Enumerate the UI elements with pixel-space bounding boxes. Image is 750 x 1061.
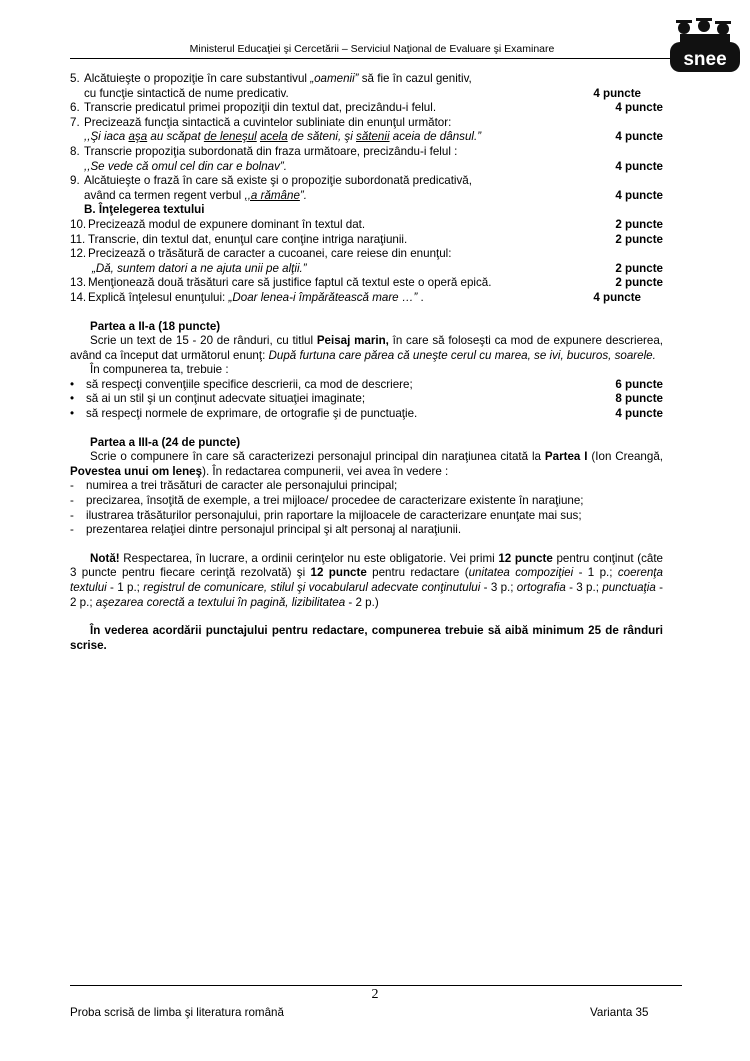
item-11: 11. Transcrie, din textul dat, enunţul care conţine intriga naraţiunii. 2 puncte (70, 232, 663, 246)
points: 4 puncte (615, 130, 663, 144)
dash-item: - precizarea, însoţită de exemple, a trei mijloace/ procedee de caracterizare existente în naraţiune; (70, 494, 584, 508)
dash-item: - ilustrarea trăsăturilor personajului, prin raportare la mijloacele de caracterizare enunţate mai sus; (70, 508, 582, 522)
svg-text:snee: snee (683, 49, 727, 70)
item-7: 7. Precizează funcţia sintactică a cuvintelor subliniate din enunţul următor: (70, 115, 452, 129)
dash-item: - prezentarea relaţiei dintre personajul principal şi alt personaj al naraţiunii. (70, 523, 462, 537)
item-14: 14. Explică înţelesul enunţului: „Doar lenea-i împărătească mare …” . 4 puncte (70, 290, 641, 304)
points: 4 puncte (615, 159, 663, 173)
page-number: 2 (371, 987, 379, 1002)
note-paragraph: Notă! Respectarea, în lucrare, a ordinii cerinţelor nu este obligatorie. Vei primi 12 puncte pentru conţinut (câte 3 puncte pentru fiecare cerinţă rezolvată) şi 12 puncte pentru redactare (unitatea compoziţiei - 1 p.; coerenţa textului - 1 p.; registrul de comunicare, stilul şi vocabularul adecvate conţinutului - 3 p.; ortografia - 3 p.; punctuaţia - 2 p.; aşezarea corectă a textului în pagină, lizibilitatea - 2 p.) (70, 551, 663, 609)
bullet-item: • să respecţi normele de exprimare, de ortografie şi de punctuaţie. 4 puncte (70, 407, 663, 421)
points: 2 puncte (615, 217, 663, 231)
item-10: 10. Precizează modul de expunere dominant în textul dat. 2 puncte (70, 217, 663, 231)
section-b-title: B. Înţelegerea textului (84, 203, 205, 217)
bullet-item: • să ai un stil şi un conţinut adecvate situaţiei imaginate; 8 puncte (70, 392, 663, 406)
part-2-title: Partea a II-a (18 puncte) (90, 319, 221, 333)
part-2-text: Scrie un text de 15 - 20 de rânduri, cu titlul Peisaj marin, în care să foloseşti ca mod de expunere descrierea, având ca început dat următorul enunţ: După furtuna care părea că uneşte cerul cu marea, se ivi, bucuros, soarele. (70, 334, 663, 362)
exam-content: 5. Alcătuieşte o propoziţie în care substantivul „oamenii” să fie în cazul genitiv, cu funcţie sintactică de nume predicativ. 4 puncte 6. Transcrie predicatul primei propoziţii din textul dat, precizându-i felul. 4 puncte 7. Precizează funcţia sintactică a cuvintelor subliniate din enunţul următor: ,,Şi iaca aşa au scăpat de leneşul acela de săteni, şi sătenii aceia de dânsul.” 4 puncte 8. Transcrie propoziţia subordonată din fraza următoare, precizându-i felul : ,,Se vede că omul cel din car e bolnav”. 4 puncte 9. Alcătuieşte o frază în care să existe şi o propoziţie subordonată predicativă, având ca termen regent verbul ,,a rămâne”. 4 puncte B. Înţelegerea textului 10. Precizează modul de expunere dominant în textul dat. 2 puncte 11. Transcrie, din textul dat, enunţul care conţine intriga naraţiunii. 2 puncte 12. Precizează o trăsătură de caracter a cucoanei, care reiese din enunţul: „Dă, suntem datori a ne ajuta unii pe alţii.” 2 puncte 13. Menţionează două trăsături care să justifice faptul că textul este o operă epică. 2 puncte 14. Explică înţelesul enunţului: „Doar lenea-i împărătească mare …” . 4 puncte Partea a II-a (18 puncte) Scrie un text de 15 - 20 de rânduri, cu titlul Peisaj marin, în care să foloseşti ca mod de expunere descrierea, având ca început dat următorul enunţ: După furtuna care părea că uneşte cerul cu marea, se ivi, bucuros, soarele. În compunerea ta, trebuie : • să respecţi convenţiile specifice descrierii, ca mod de descriere; 6 puncte • să ai un stil şi un conţinut adecvate situaţiei imaginate; 8 puncte • să respecţi normele de exprimare, de ortografie şi de punctuaţie. 4 puncte Partea a III-a (24 de puncte) Scrie o compunere în care să caracterizezi personajul principal din naraţiunea citată la Partea I (Ion Creangă, Povestea unui om leneş). În redactarea compunerii, vei avea în vedere : - numirea a trei trăsături de caracter ale personajului principal; - precizarea, însoţită de exemple, a trei mijloace/ procedee de caracterizare existente în naraţiune; - ilustrarea trăsăturilor personajului, prin raportare la mijloacele de caracterizare enunţate mai sus; - prezentarea relaţiei dintre personajul principal şi alt personaj al naraţiunii. Notă! Respectarea, în lucrare, a ordinii cerinţelor nu este obligatorie. Vei primi 12 puncte pentru conţinut (câte 3 puncte pentru fiecare cerinţă rezolvată) şi 12 puncte pentru redactare (unitatea compoziţiei - 1 p.; coerenţa textului - 1 p.; registrul de comunicare, stilul şi vocabularul adecvate conţinutului - 3 p.; ortografia - 3 p.; punctuaţia - 2 p.; aşezarea corectă a textului în pagină, lizibilitatea - 2 p.) În vederea acordării punctajului pentru redactare, compunerea trebuie să aibă minimum 25 de rânduri scrise. (70, 72, 663, 652)
item-6: 6. Transcrie predicatul primei propoziţii din textul dat, precizându-i felul. 4 puncte (70, 101, 663, 115)
item-13: 13. Menţionează două trăsături care să justifice faptul că textul este o operă epică. 2 puncte (70, 276, 663, 290)
item-12: 12. Precizează o trăsătură de caracter a cucoanei, care reiese din enunţul: (70, 247, 452, 261)
header-title: Ministerul Educaţiei şi Cercetării – Serviciul Naţional de Evaluare şi Examinare (189, 43, 555, 55)
part-3-text: Scrie o compunere în care să caracterizezi personajul principal din naraţiunea citată la Partea I (Ion Creangă, Povestea unui om leneş). În redactarea compunerii, vei avea în vedere : (70, 450, 663, 478)
part-3-title: Partea a III-a (24 de puncte) (90, 435, 241, 449)
item-8: 8. Transcrie propoziţia subordonată din fraza următoare, precizându-i felul : (70, 144, 458, 158)
snee-logo-icon (668, 14, 742, 74)
footer-divider (70, 985, 682, 986)
bullet-item: • să respecţi convenţiile specifice descrierii, ca mod de descriere; 6 puncte (70, 377, 663, 391)
footer-variant: Varianta 35 (590, 1006, 649, 1019)
points: 4 puncte (593, 290, 641, 304)
points: 2 puncte (615, 261, 663, 275)
points: 4 puncte (615, 101, 663, 115)
points: 4 puncte (593, 86, 641, 100)
dash-item: - numirea a trei trăsături de caracter ale personajului principal; (70, 479, 398, 493)
item-5: 5. Alcătuieşte o propoziţie în care substantivul „oamenii” să fie în cazul genitiv, (70, 72, 472, 85)
points: 2 puncte (615, 276, 663, 290)
points: 4 puncte (615, 188, 663, 202)
footer-subject: Proba scrisă de limba şi literatura română (70, 1006, 284, 1019)
final-requirement: În vederea acordării punctajului pentru redactare, compunerea trebuie să aibă minimum 25 de rânduri scrise. (70, 624, 663, 652)
item-9: 9. Alcătuieşte o frază în care să existe şi o propoziţie subordonată predicativă, (70, 174, 472, 188)
points: 2 puncte (615, 232, 663, 246)
header-divider (70, 58, 682, 59)
